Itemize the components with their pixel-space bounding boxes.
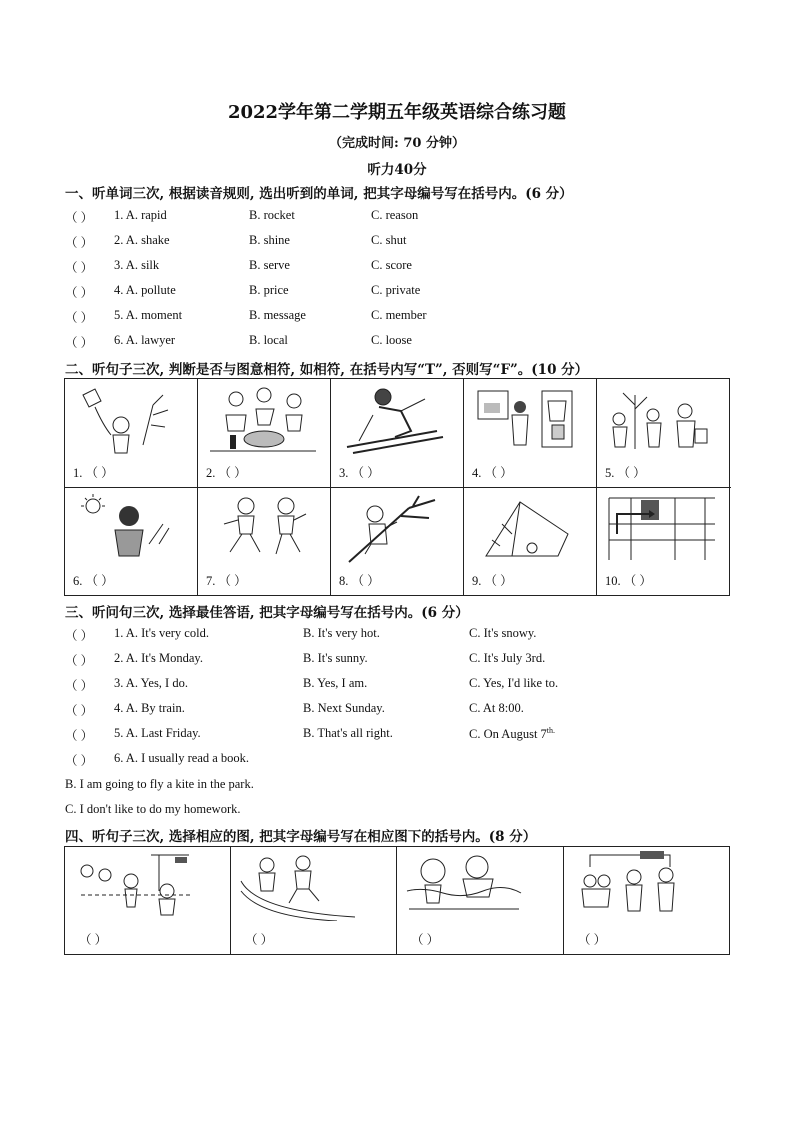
picture-label-6: 6. （ ） bbox=[73, 574, 114, 588]
option-a: 4. A. By train. bbox=[114, 701, 185, 715]
section1-heading: 一、听单词三次, 根据读音规则, 选出听到的单词, 把其字母编号写在括号内。(6 分） bbox=[65, 186, 573, 202]
question-row bbox=[65, 258, 725, 278]
kite-icon bbox=[73, 385, 183, 455]
option-a: 5. A. moment bbox=[114, 308, 183, 322]
picture-label-3: 3. （ ） bbox=[339, 466, 380, 480]
museum-icon bbox=[472, 385, 587, 455]
option-c: C. It's snowy. bbox=[469, 626, 537, 640]
question-row bbox=[65, 726, 725, 746]
option-a: 6. A. I usually read a book. bbox=[114, 751, 250, 765]
answer-blank[interactable]: （ ） bbox=[65, 286, 94, 300]
option-b: B. local bbox=[249, 333, 288, 347]
answer-blank[interactable]: （ ） bbox=[65, 754, 94, 768]
question6-option-b: B. I am going to fly a kite in the park. bbox=[65, 777, 254, 791]
answer-blank[interactable]: （ ） bbox=[65, 261, 94, 275]
picture-label-10: 10. （ ） bbox=[605, 574, 652, 588]
question-row bbox=[65, 701, 725, 721]
option-c: C. score bbox=[371, 258, 412, 272]
picture-d-label: （ ） bbox=[578, 933, 607, 947]
question-row bbox=[65, 283, 725, 303]
picture-d-cell bbox=[564, 847, 729, 954]
picture-cell-9 bbox=[464, 488, 597, 595]
crossing-street-icon bbox=[71, 851, 191, 921]
picture-cell-6 bbox=[65, 488, 198, 595]
section2-heading: 二、听句子三次, 判断是否与图意相符, 如相符, 在括号内写“T”, 否则写“F”。(10 分） bbox=[65, 362, 589, 378]
tree-climbing-icon bbox=[339, 494, 454, 564]
option-c: C. member bbox=[371, 308, 427, 322]
picture-cell-1 bbox=[65, 379, 198, 488]
tree-planting-icon bbox=[605, 385, 720, 455]
question-row bbox=[65, 308, 725, 328]
time-note: （完成时间: 70 分钟） bbox=[329, 136, 465, 151]
skiing-icon bbox=[339, 385, 454, 455]
option-c: C. At 8:00. bbox=[469, 701, 524, 715]
option-a: 6. A. lawyer bbox=[114, 333, 176, 347]
picture-cell-3 bbox=[331, 379, 464, 488]
question-row bbox=[65, 333, 725, 353]
answer-blank[interactable]: （ ） bbox=[65, 311, 94, 325]
option-c: C. shut bbox=[371, 233, 407, 247]
option-a: 2. A. It's Monday. bbox=[114, 651, 203, 665]
tent-icon bbox=[472, 494, 587, 564]
section4-heading: 四、听句子三次, 选择相应的图, 把其字母编号写在相应图下的括号内。(8 分） bbox=[65, 829, 537, 845]
question-row bbox=[65, 676, 725, 696]
picture-label-7: 7. （ ） bbox=[206, 574, 247, 588]
picture-cell-7 bbox=[198, 488, 331, 595]
option-b: B. Next Sunday. bbox=[303, 701, 385, 715]
option-b: B. shine bbox=[249, 233, 290, 247]
question6-option-c: C. I don't like to do my homework. bbox=[65, 802, 241, 816]
question-row bbox=[65, 626, 725, 646]
section3-heading: 三、听问句三次, 选择最佳答语, 把其字母编号写在括号内。(6 分） bbox=[65, 605, 469, 621]
boys-running-icon bbox=[206, 494, 321, 564]
answer-blank[interactable]: （ ） bbox=[65, 729, 94, 743]
option-b: B. Yes, I am. bbox=[303, 676, 368, 690]
option-c: C. loose bbox=[371, 333, 412, 347]
picture-label-2: 2. （ ） bbox=[206, 466, 247, 480]
option-c bbox=[469, 726, 555, 742]
answer-blank[interactable]: （ ） bbox=[65, 704, 94, 718]
running-track-icon bbox=[237, 851, 357, 921]
option-b: B. That's all right. bbox=[303, 726, 393, 740]
section2-picture-grid bbox=[64, 378, 730, 596]
picture-cell-2 bbox=[198, 379, 331, 488]
option-b: B. It's very hot. bbox=[303, 626, 380, 640]
option-c: C. Yes, I'd like to. bbox=[469, 676, 559, 690]
option-c: C. reason bbox=[371, 208, 419, 222]
answer-blank[interactable]: （ ） bbox=[65, 236, 94, 250]
picture-a-label: （ ） bbox=[79, 933, 108, 947]
picture-cell-5 bbox=[597, 379, 731, 488]
question-row bbox=[65, 208, 725, 228]
picture-a-cell bbox=[65, 847, 231, 954]
question-row bbox=[65, 651, 725, 671]
answer-blank[interactable]: （ ） bbox=[65, 336, 94, 350]
answer-blank[interactable]: （ ） bbox=[65, 654, 94, 668]
option-b: B. price bbox=[249, 283, 289, 297]
option-a: 1. A. It's very cold. bbox=[114, 626, 209, 640]
picture-label-1: 1. （ ） bbox=[73, 466, 114, 480]
picture-b-label: （ ） bbox=[245, 933, 274, 947]
option-b: B. rocket bbox=[249, 208, 295, 222]
option-a: 4. A. pollute bbox=[114, 283, 176, 297]
option-b: B. It's sunny. bbox=[303, 651, 368, 665]
picture-cell-4 bbox=[464, 379, 597, 488]
answer-blank[interactable]: （ ） bbox=[65, 211, 94, 225]
swimming-icon bbox=[403, 851, 523, 921]
picture-cell-8 bbox=[331, 488, 464, 595]
option-a: 5. A. Last Friday. bbox=[114, 726, 201, 740]
school-gate-icon bbox=[570, 851, 690, 921]
option-c-text: C. On August 7 bbox=[469, 727, 547, 742]
picture-label-5: 5. （ ） bbox=[605, 466, 646, 480]
sunny-girl-icon bbox=[73, 494, 183, 564]
picture-label-4: 4. （ ） bbox=[472, 466, 513, 480]
picture-c-label: （ ） bbox=[411, 933, 440, 947]
picture-cell-10 bbox=[597, 488, 731, 595]
map-icon bbox=[605, 494, 720, 564]
answer-blank[interactable]: （ ） bbox=[65, 679, 94, 693]
option-b: B. serve bbox=[249, 258, 290, 272]
picture-label-9: 9. （ ） bbox=[472, 574, 513, 588]
picture-c-cell bbox=[397, 847, 564, 954]
option-a: 3. A. silk bbox=[114, 258, 160, 272]
picnic-icon bbox=[206, 385, 321, 455]
option-a: 1. A. rapid bbox=[114, 208, 167, 222]
option-a: 2. A. shake bbox=[114, 233, 170, 247]
option-c: C. private bbox=[371, 283, 421, 297]
question-row bbox=[65, 233, 725, 253]
option-c: C. It's July 3rd. bbox=[469, 651, 546, 665]
answer-blank[interactable]: （ ） bbox=[65, 629, 94, 643]
page-title: 2022学年第二学期五年级英语综合练习题 bbox=[227, 102, 567, 123]
picture-b-cell bbox=[231, 847, 397, 954]
section4-picture-grid bbox=[64, 846, 730, 955]
question-row bbox=[65, 751, 725, 771]
picture-label-8: 8. （ ） bbox=[339, 574, 380, 588]
option-a: 3. A. Yes, I do. bbox=[114, 676, 188, 690]
listening-heading: 听力40分 bbox=[367, 162, 427, 178]
option-b: B. message bbox=[249, 308, 306, 322]
superscript: th. bbox=[546, 726, 556, 735]
